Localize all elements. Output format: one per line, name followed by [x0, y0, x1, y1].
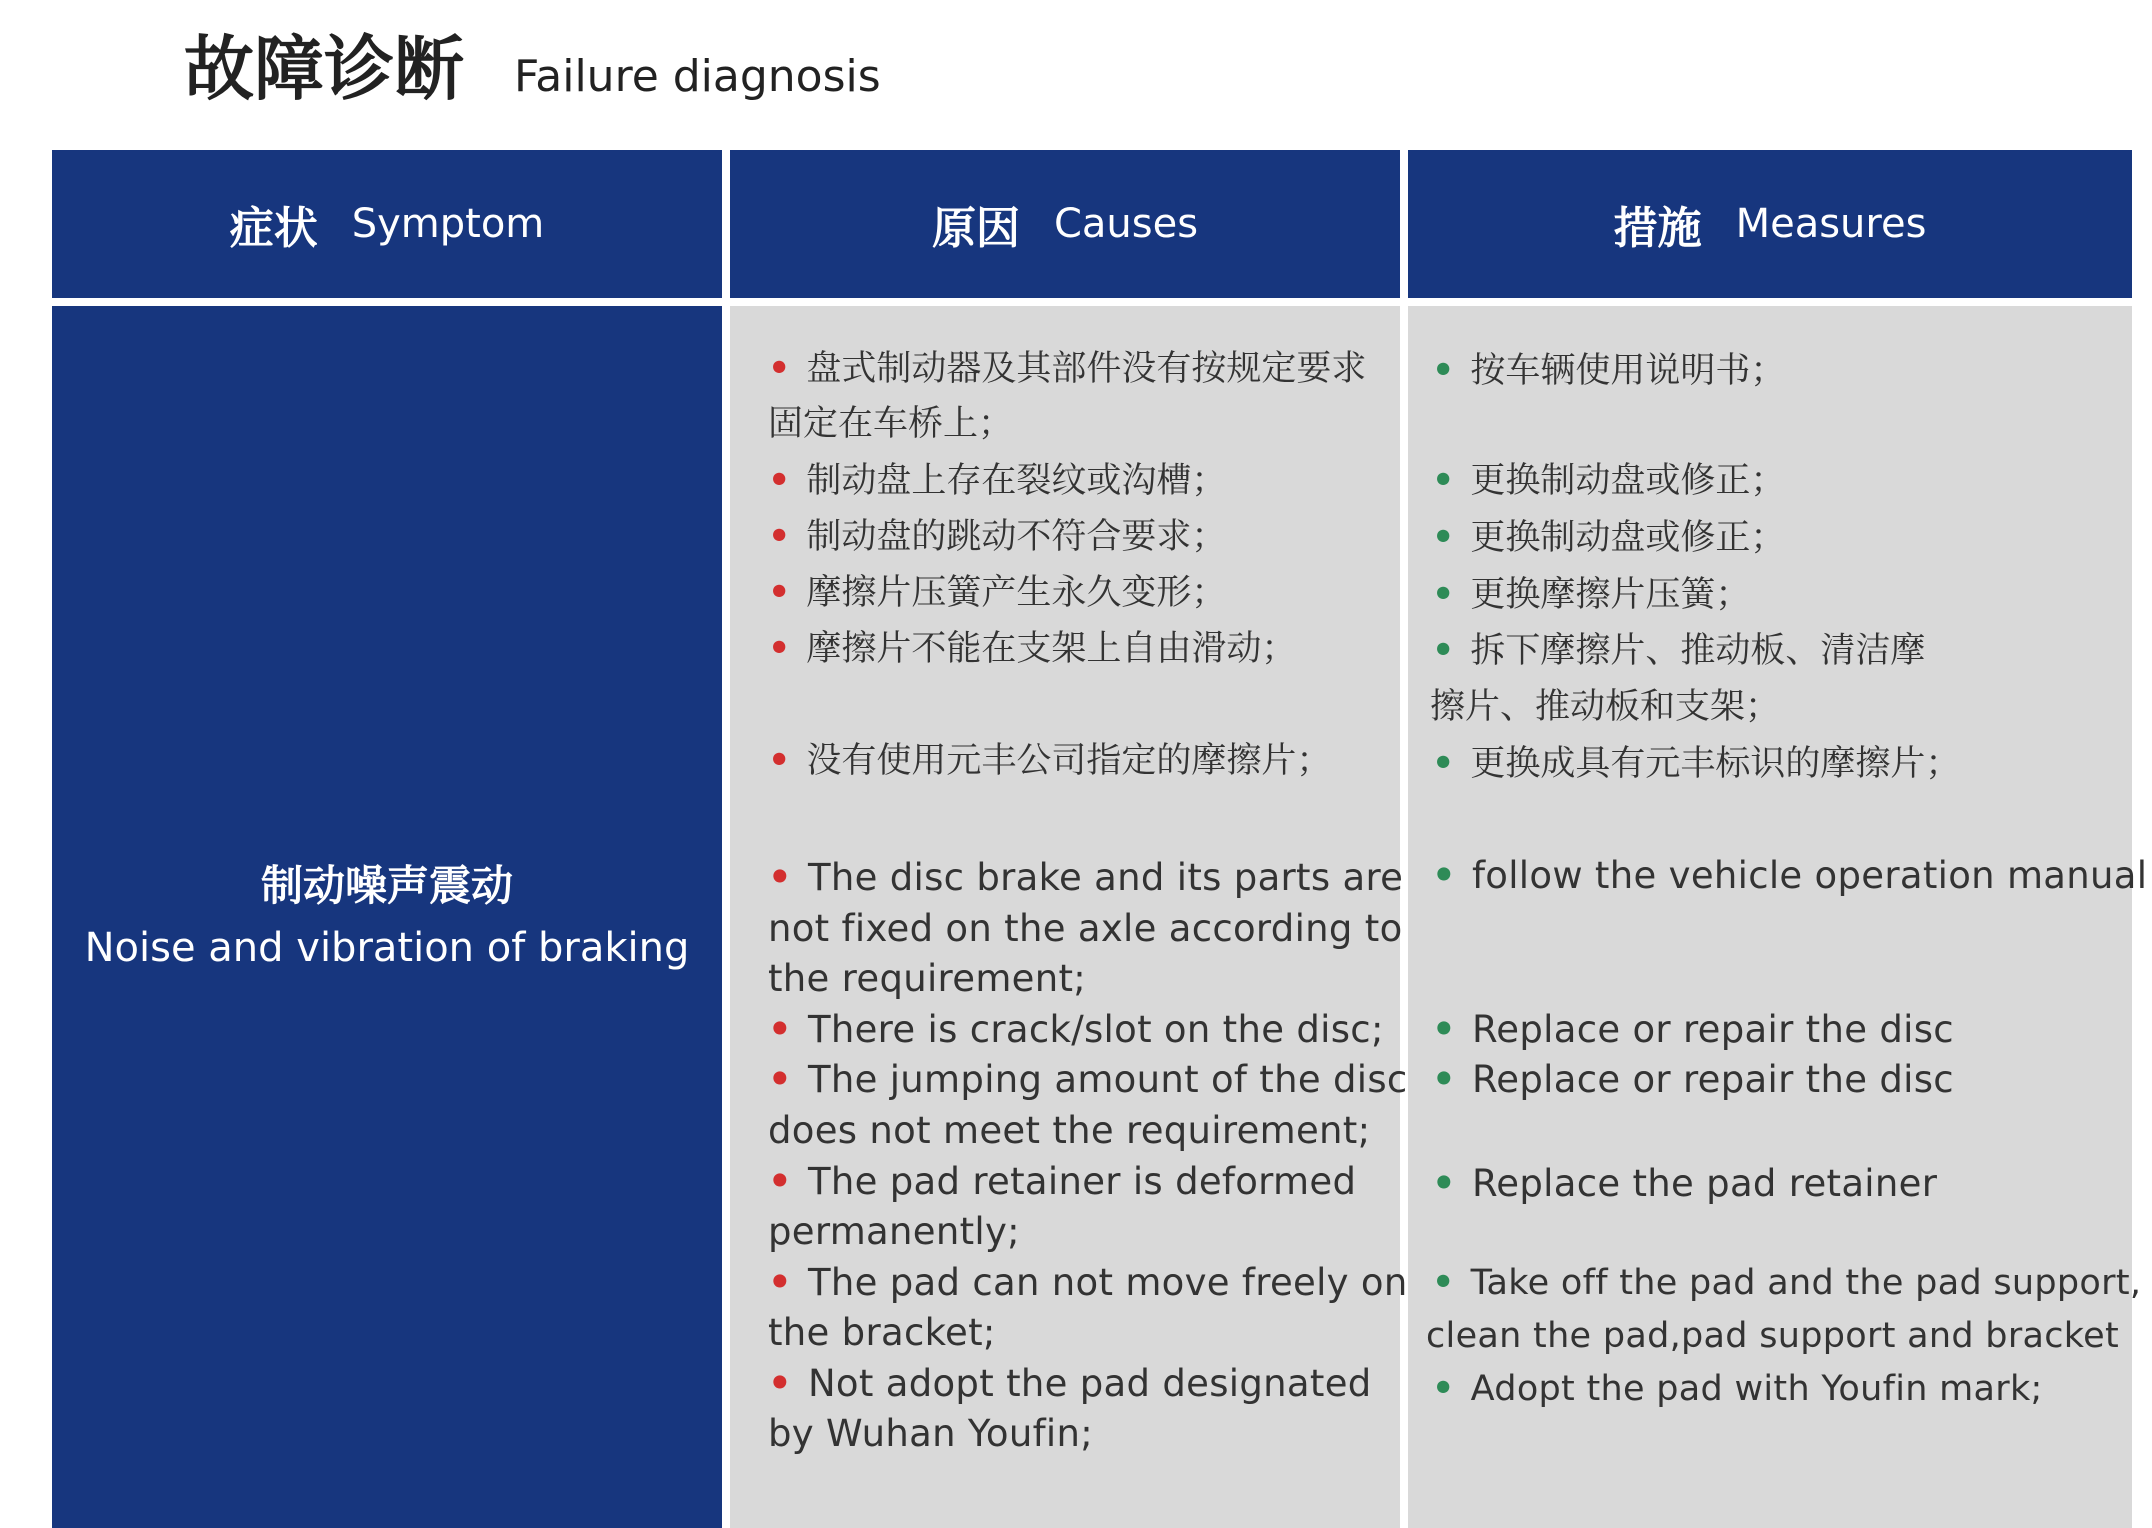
header-measures: [1408, 150, 2132, 298]
cause-zh-item: • 制动盘上存在裂纹或沟槽；: [768, 461, 1227, 501]
header-causes-en: Causes: [1053, 201, 1199, 247]
measure-zh-item: • 更换制动盘或修正；: [1432, 518, 1786, 558]
measure-zh-item: • 拆下摩擦片、推动板、清洁摩: [1432, 631, 1926, 671]
header-causes-zh: 原因: [931, 203, 1020, 254]
measure-zh-item: • 按车辆使用说明书；: [1432, 351, 1786, 391]
cause-zh-item: • 制动盘的跳动不符合要求；: [768, 517, 1227, 557]
measure-en-item: clean the pad,pad support and bracket: [1426, 1316, 2119, 1356]
measure-zh-item: • 更换制动盘或修正；: [1432, 461, 1786, 501]
cause-en-item: the requirement;: [768, 957, 1087, 1000]
measure-en-item: • Replace or repair the disc: [1432, 1058, 1954, 1101]
measure-zh-item: • 更换成具有元丰标识的摩擦片；: [1432, 744, 1961, 784]
cause-en-item: • The pad retainer is deformed: [768, 1160, 1357, 1203]
title-english: Failure diagnosis: [514, 51, 881, 102]
header-symptom: [52, 150, 722, 298]
header-causes: [730, 150, 1400, 298]
cause-zh-item: 固定在车桥上；: [768, 404, 1014, 444]
cause-en-item: by Wuhan Youfin;: [768, 1412, 1093, 1455]
cause-en-item: • The disc brake and its parts are: [768, 856, 1404, 899]
measure-en-item: • Replace the pad retainer: [1432, 1162, 1938, 1205]
measure-en-item: • Replace or repair the disc: [1432, 1008, 1954, 1051]
cause-en-item: the bracket;: [768, 1311, 996, 1354]
header-measures-en: Measures: [1735, 201, 1927, 247]
cause-zh-item: • 摩擦片压簧产生永久变形；: [768, 573, 1227, 613]
measure-en-item: • follow the vehicle operation manual: [1432, 854, 2148, 897]
header-symptom-zh: 症状: [229, 203, 318, 254]
cause-en-item: • The pad can not move freely on: [768, 1261, 1408, 1304]
cause-en-item: • Not adopt the pad designated: [768, 1362, 1372, 1405]
cause-en-item: not fixed on the axle according to: [768, 907, 1403, 950]
title-chinese: 故障诊断: [184, 28, 464, 110]
cause-zh-item: • 摩擦片不能在支架上自由滑动；: [768, 629, 1297, 669]
cause-zh-item: • 没有使用元丰公司指定的摩擦片；: [768, 741, 1332, 781]
header-measures-zh: 措施: [1613, 203, 1702, 254]
page-title: [184, 24, 881, 114]
cause-en-item: • The jumping amount of the disc: [768, 1058, 1408, 1101]
measure-en-item: • Adopt the pad with Youfin mark;: [1432, 1369, 2043, 1409]
cause-en-item: does not meet the requirement;: [768, 1109, 1371, 1152]
cause-en-item: permanently;: [768, 1210, 1020, 1253]
cause-zh-item: • 盘式制动器及其部件没有按规定要求: [768, 349, 1367, 389]
header-symptom-en: Symptom: [351, 201, 545, 247]
symptom-cell: [52, 306, 722, 1528]
measure-zh-item: • 更换摩擦片压簧；: [1432, 575, 1751, 615]
cause-en-item: • There is crack/slot on the disc;: [768, 1008, 1384, 1051]
symptom-en: Noise and vibration of braking: [84, 925, 690, 971]
measure-zh-item: 擦片、推动板和支架；: [1430, 687, 1781, 727]
measure-en-item: • Take off the pad and the pad support,: [1432, 1263, 2142, 1303]
symptom-zh: 制动噪声震动: [260, 861, 513, 910]
